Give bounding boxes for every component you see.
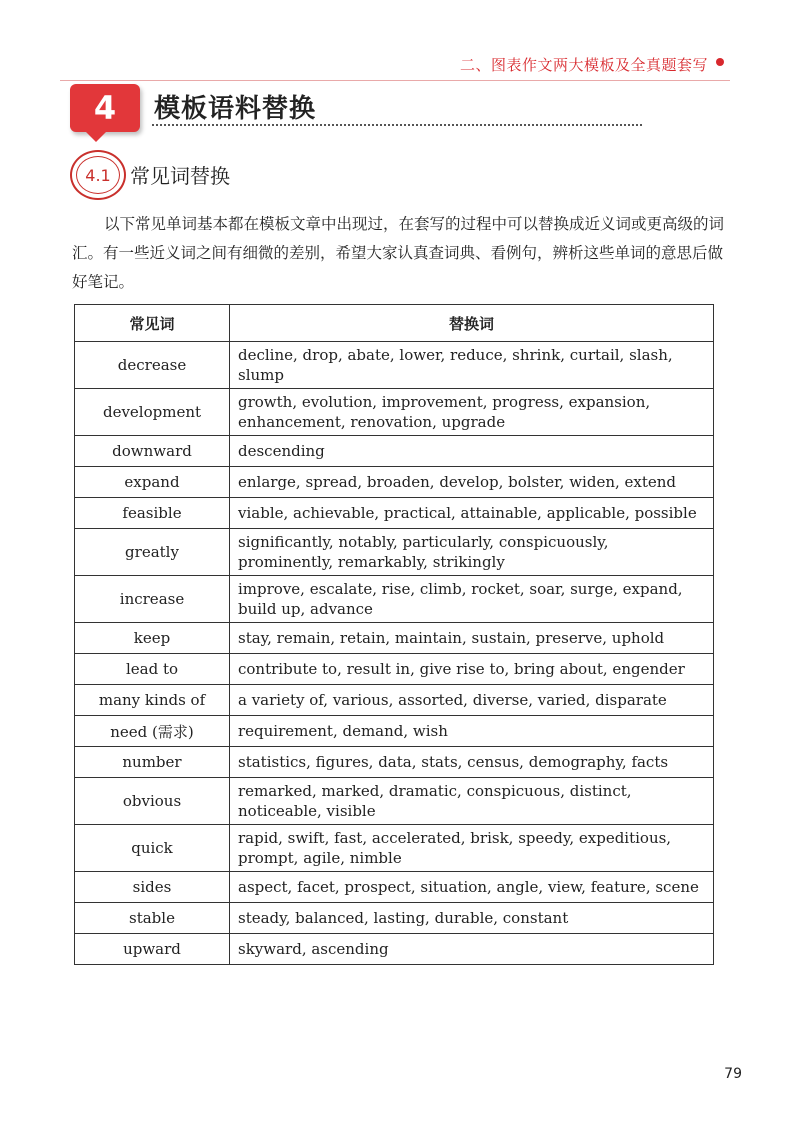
table-row	[75, 654, 714, 685]
replacement-words-cell: significantly, notably, particularly, conspicuously, prominently, remarkably, strikingly	[230, 529, 714, 576]
table-row	[75, 825, 714, 872]
replacement-words-cell: statistics, figures, data, stats, census, demography, facts	[230, 747, 714, 778]
common-word-cell: downward	[75, 436, 230, 467]
replacement-words-cell: viable, achievable, practical, attainable, applicable, possible	[230, 498, 714, 529]
header-replacement-words: 替换词	[230, 305, 714, 342]
chapter-number-badge: 4	[70, 84, 140, 132]
common-word-cell: quick	[75, 825, 230, 872]
common-word-cell: decrease	[75, 342, 230, 389]
replacement-words-cell: enlarge, spread, broaden, develop, bolster, widen, extend	[230, 467, 714, 498]
common-word-cell: development	[75, 389, 230, 436]
table-header-row	[75, 305, 714, 342]
common-word-cell: upward	[75, 934, 230, 965]
running-title: 二、图表作文两大模板及全真题套写	[459, 56, 708, 74]
replacement-words-cell: rapid, swift, fast, accelerated, brisk, speedy, expeditious, prompt, agile, nimble	[230, 825, 714, 872]
section-number-badge	[70, 150, 126, 200]
replacement-words-cell: stay, remain, retain, maintain, sustain, preserve, uphold	[230, 623, 714, 654]
table-row	[75, 576, 714, 623]
common-word-cell: keep	[75, 623, 230, 654]
table-row	[75, 747, 714, 778]
table-row	[75, 934, 714, 965]
word-replacement-table	[74, 304, 714, 965]
table-row	[75, 716, 714, 747]
table-body	[75, 342, 714, 965]
section-number: 4.1	[76, 156, 120, 194]
replacement-words-cell: steady, balanced, lasting, durable, constant	[230, 903, 714, 934]
replacement-words-cell: contribute to, result in, give rise to, bring about, engender	[230, 654, 714, 685]
page-number: 79	[724, 1066, 742, 1082]
table-row	[75, 778, 714, 825]
table-row	[75, 903, 714, 934]
table-row	[75, 685, 714, 716]
table-row	[75, 529, 714, 576]
replacement-words-cell: a variety of, various, assorted, diverse, varied, disparate	[230, 685, 714, 716]
section-title: 常见词替换	[130, 164, 230, 188]
header-divider	[60, 80, 730, 81]
replacement-words-cell: aspect, facet, prospect, situation, angle, view, feature, scene	[230, 872, 714, 903]
table-row	[75, 436, 714, 467]
table-row	[75, 498, 714, 529]
bullet-dot-icon	[716, 58, 724, 66]
replacement-words-cell: descending	[230, 436, 714, 467]
table-row	[75, 872, 714, 903]
common-word-cell: need (需求)	[75, 716, 230, 747]
common-word-cell: increase	[75, 576, 230, 623]
table-row	[75, 342, 714, 389]
page-header	[0, 0, 800, 80]
common-word-cell: many kinds of	[75, 685, 230, 716]
intro-paragraph: 以下常见单词基本都在模板文章中出现过，在套写的过程中可以替换成近义词或更高级的词汇。有一些近义词之间有细微的差别，希望大家认真查词典、看例句，辨析这些单词的意思后做好笔记。	[72, 215, 725, 291]
common-word-cell: greatly	[75, 529, 230, 576]
header-common-word: 常见词	[75, 305, 230, 342]
replacement-words-cell: skyward, ascending	[230, 934, 714, 965]
common-word-cell: expand	[75, 467, 230, 498]
common-word-cell: sides	[75, 872, 230, 903]
table-row	[75, 467, 714, 498]
chapter-title: 模板语料替换	[154, 94, 317, 124]
table-row	[75, 623, 714, 654]
replacement-words-cell: decline, drop, abate, lower, reduce, shrink, curtail, slash, slump	[230, 342, 714, 389]
table-row	[75, 389, 714, 436]
common-word-cell: obvious	[75, 778, 230, 825]
common-word-cell: lead to	[75, 654, 230, 685]
replacement-words-cell: growth, evolution, improvement, progress, expansion, enhancement, renovation, upgrade	[230, 389, 714, 436]
chapter-title-underline	[152, 124, 642, 126]
common-word-cell: stable	[75, 903, 230, 934]
replacement-words-cell: improve, escalate, rise, climb, rocket, soar, surge, expand, build up, advance	[230, 576, 714, 623]
badge-pointer-icon	[84, 130, 108, 142]
common-word-cell: number	[75, 747, 230, 778]
replacement-words-cell: remarked, marked, dramatic, conspicuous, distinct, noticeable, visible	[230, 778, 714, 825]
replacement-words-cell: requirement, demand, wish	[230, 716, 714, 747]
common-word-cell: feasible	[75, 498, 230, 529]
